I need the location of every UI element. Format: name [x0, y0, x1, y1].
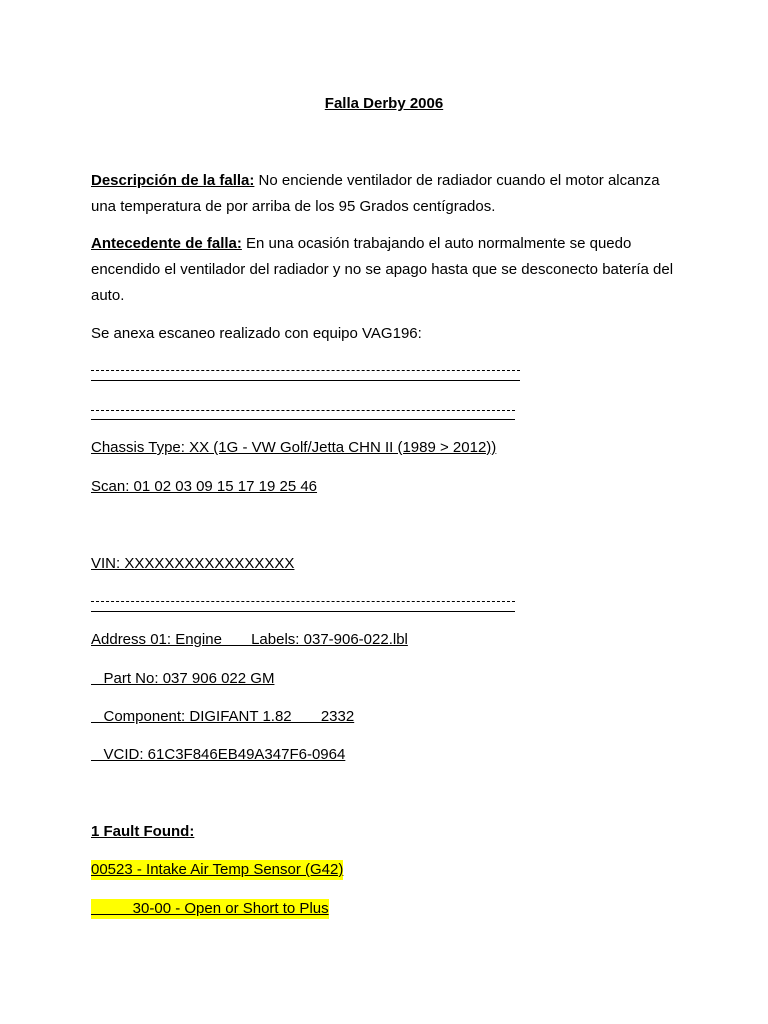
antecedente-paragraph: [91, 231, 681, 309]
antecedente-label: Antecedente de falla:: [91, 235, 242, 252]
component-line: Component: DIGIFANT 1.82 2332: [91, 708, 355, 725]
fault-detail-line: 30-00 - Open or Short to Plus: [91, 900, 329, 917]
antecedente-text: En una ocasión trabajando el auto normalmente se quedo encendido el ventilador del radiador y no se apago hasta que se desconecto batería del auto.: [91, 235, 674, 304]
vin-line: VIN: XXXXXXXXXXXXXXXXX: [91, 555, 295, 572]
separator-line: [91, 410, 515, 411]
address-line: Address 01: Engine Labels: 037-906-022.lbl: [91, 631, 408, 648]
anexo-line: Se anexa escaneo realizado con equipo VAG196:: [91, 325, 422, 342]
document-title: Falla Derby 2006: [324, 95, 444, 112]
scan-line: Scan: 01 02 03 09 15 17 19 25 46: [91, 478, 318, 495]
vcid-line: VCID: 61C3F846EB49A347F6-0964: [91, 746, 346, 763]
descripcion-text: No enciende ventilador de radiador cuando el motor alcanza una temperatura de por arriba de los 95 Grados centígrados.: [91, 172, 660, 215]
separator-underline: [91, 419, 515, 420]
descripcion-label: Descripción de la falla:: [91, 172, 255, 189]
fault-code-line: 00523 - Intake Air Temp Sensor (G42): [91, 861, 344, 878]
separator-underline: [91, 611, 515, 612]
separator-line: [91, 601, 515, 602]
separator-underline: [91, 380, 520, 381]
part-no-line: Part No: 037 906 022 GM: [91, 670, 275, 687]
separator-line: [91, 370, 520, 371]
descripcion-paragraph: [91, 168, 681, 220]
fault-count-line: 1 Fault Found:: [91, 823, 195, 840]
chassis-type-line: Chassis Type: XX (1G - VW Golf/Jetta CHN II (1989 > 2012)): [91, 439, 497, 456]
